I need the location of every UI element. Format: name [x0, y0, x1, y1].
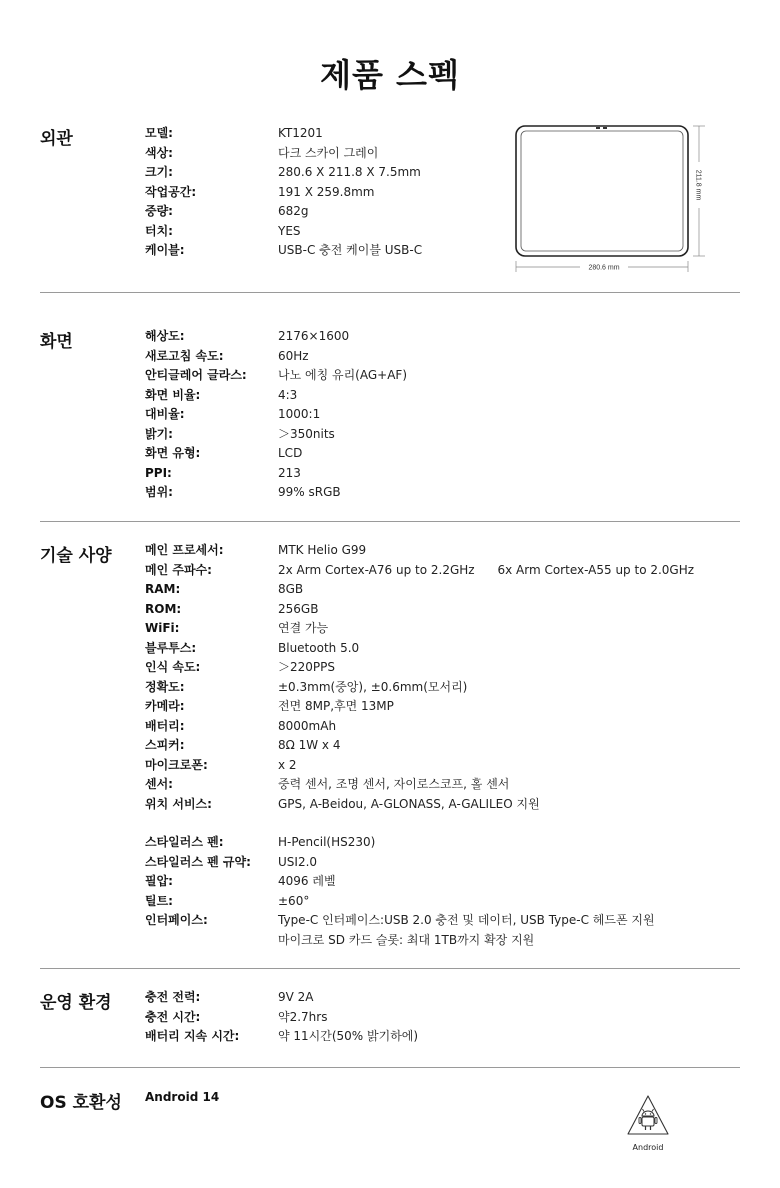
section-divider: [40, 292, 740, 293]
spec-value: 191 X 259.8mm: [278, 184, 375, 199]
spec-value: ＞220PPS: [278, 660, 335, 674]
spec-value: H-Pencil(HS230): [278, 835, 376, 849]
section-heading: 운영 환경: [40, 993, 112, 1013]
spec-label: 메인 프로세서:: [145, 543, 224, 557]
spec-label: 케이블:: [145, 243, 185, 257]
spec-label: 메인 주파수:: [145, 562, 212, 577]
android-robot-icon: [620, 1088, 676, 1144]
spec-label: 충전 시간:: [145, 1009, 201, 1024]
section-display: [40, 327, 740, 507]
spec-value: 8000mAh: [278, 718, 337, 733]
spec-value: Bluetooth 5.0: [278, 640, 360, 655]
spec-label: 인터페이스:: [145, 913, 208, 927]
spec-label: 안티글레어 글라스:: [145, 368, 247, 382]
tablet-dimension-diagram: [512, 122, 712, 282]
spec-label: 위치 서비스:: [145, 796, 212, 811]
section-heading: 화면: [40, 332, 73, 352]
spec-value: 8Ω 1W x 4: [278, 738, 341, 752]
spec-value: LCD: [278, 446, 303, 460]
spec-label: 마이크로폰:: [145, 757, 208, 772]
spec-value: 256GB: [278, 601, 319, 616]
spec-value: 마이크로 SD 카드 슬롯: 최대 1TB까지 확장 지원: [278, 932, 535, 947]
spec-value: ＞350nits: [278, 426, 335, 441]
spec-value: 중력 센서, 조명 센서, 자이로스코프, 홀 센서: [278, 777, 510, 791]
spec-label: 카메라:: [145, 699, 185, 713]
spec-label: 새로고침 속도:: [145, 348, 224, 363]
spec-value: 9V 2A: [278, 990, 314, 1004]
spec-value: 8GB: [278, 582, 304, 596]
section-divider: [40, 1067, 740, 1068]
spec-label: 대비율:: [145, 407, 185, 421]
page-title: 제품 스펙: [320, 56, 460, 94]
os-version: Android 14: [145, 1090, 220, 1104]
width-dimension-label: 280.6 mm: [588, 264, 620, 272]
spec-value: 연결 가능: [278, 621, 329, 635]
spec-label: 충전 전력:: [145, 990, 201, 1004]
spec-label: 터치:: [145, 223, 173, 238]
spec-value: USI2.0: [278, 854, 318, 869]
section-heading: OS 호환성: [40, 1093, 122, 1113]
spec-label: RAM:: [145, 582, 181, 596]
spec-value: 213: [278, 465, 301, 480]
spec-value: ±0.3mm(중앙), ±0.6mm(모서리): [278, 679, 468, 694]
spec-label: 범위:: [145, 485, 173, 499]
spec-label: ROM:: [145, 601, 182, 616]
section-heading: 외관: [40, 129, 73, 149]
spec-value: 60Hz: [278, 348, 309, 363]
spec-value: x 2: [278, 757, 297, 772]
spec-value: 1000:1: [278, 407, 321, 421]
spec-value: USB-C 충전 케이블 USB-C: [278, 243, 423, 257]
spec-value: Type-C 인터페이스:USB 2.0 충전 및 데이터, USB Type-C 헤드폰 지원: [278, 913, 655, 927]
spec-value: 280.6 X 211.8 X 7.5mm: [278, 165, 421, 179]
spec-label: 화면 유형:: [145, 446, 201, 460]
spec-label: 화면 비율:: [145, 387, 201, 402]
spec-value: 나노 에칭 유리(AG+AF): [278, 368, 408, 382]
spec-label: 필압:: [145, 874, 173, 888]
spec-value: 4:3: [278, 387, 298, 402]
spec-label: 중량:: [145, 204, 173, 218]
spec-value: GPS, A-Beidou, A-GLONASS, A-GALILEO 지원: [278, 796, 540, 811]
spec-value: 2x Arm Cortex-A76 up to 2.2GHz 6x Arm Cortex-A55 up to 2.0GHz: [278, 562, 695, 577]
section-divider: [40, 968, 740, 969]
spec-value: 약 11시간(50% 밝기하에): [278, 1029, 419, 1043]
height-dimension-label: 211.8 mm: [694, 169, 702, 201]
section-operation: [40, 988, 740, 1048]
spec-label: 색상:: [145, 145, 173, 160]
spec-label: 블루투스:: [145, 640, 197, 655]
spec-value: 전면 8MP,후면 13MP: [278, 699, 394, 713]
spec-label: 배터리:: [145, 718, 185, 733]
spec-value: 2176×1600: [278, 329, 350, 343]
spec-label: 정확도:: [145, 679, 185, 694]
spec-value: 4096 레벨: [278, 874, 336, 888]
spec-label: 틸트:: [145, 893, 173, 908]
spec-value: 약2.7hrs: [278, 1009, 328, 1024]
spec-label: 센서:: [145, 777, 173, 791]
spec-label: 해상도:: [145, 329, 185, 343]
spec-value: ±60°: [278, 893, 310, 908]
spec-value: MTK Helio G99: [278, 543, 367, 557]
tablet-outline-icon: [512, 122, 712, 282]
spec-value: YES: [278, 223, 301, 238]
spec-value: 다크 스카이 그레이: [278, 145, 379, 160]
section-tech-specs: [40, 541, 740, 951]
android-logo: [620, 1088, 676, 1158]
spec-label: PPI:: [145, 465, 172, 480]
section-heading: 기술 사양: [40, 546, 112, 566]
spec-label: 인식 속도:: [145, 660, 201, 674]
spec-value: KT1201: [278, 126, 323, 140]
spec-label: WiFi:: [145, 621, 180, 635]
spec-value: 99% sRGB: [278, 485, 341, 499]
spec-label: 스타일러스 펜 규약:: [145, 854, 251, 869]
spec-label: 작업공간:: [145, 184, 197, 199]
spec-label: 배터리 지속 시간:: [145, 1029, 240, 1043]
spec-value: 682g: [278, 204, 309, 218]
android-logo-label: Android: [632, 1143, 664, 1152]
spec-label: 스피커:: [145, 738, 185, 752]
spec-label: 밝기:: [145, 426, 173, 441]
spec-label: 크기:: [145, 165, 173, 179]
spec-label: 모델:: [145, 126, 173, 140]
section-divider: [40, 521, 740, 522]
spec-label: 스타일러스 펜:: [145, 835, 224, 849]
